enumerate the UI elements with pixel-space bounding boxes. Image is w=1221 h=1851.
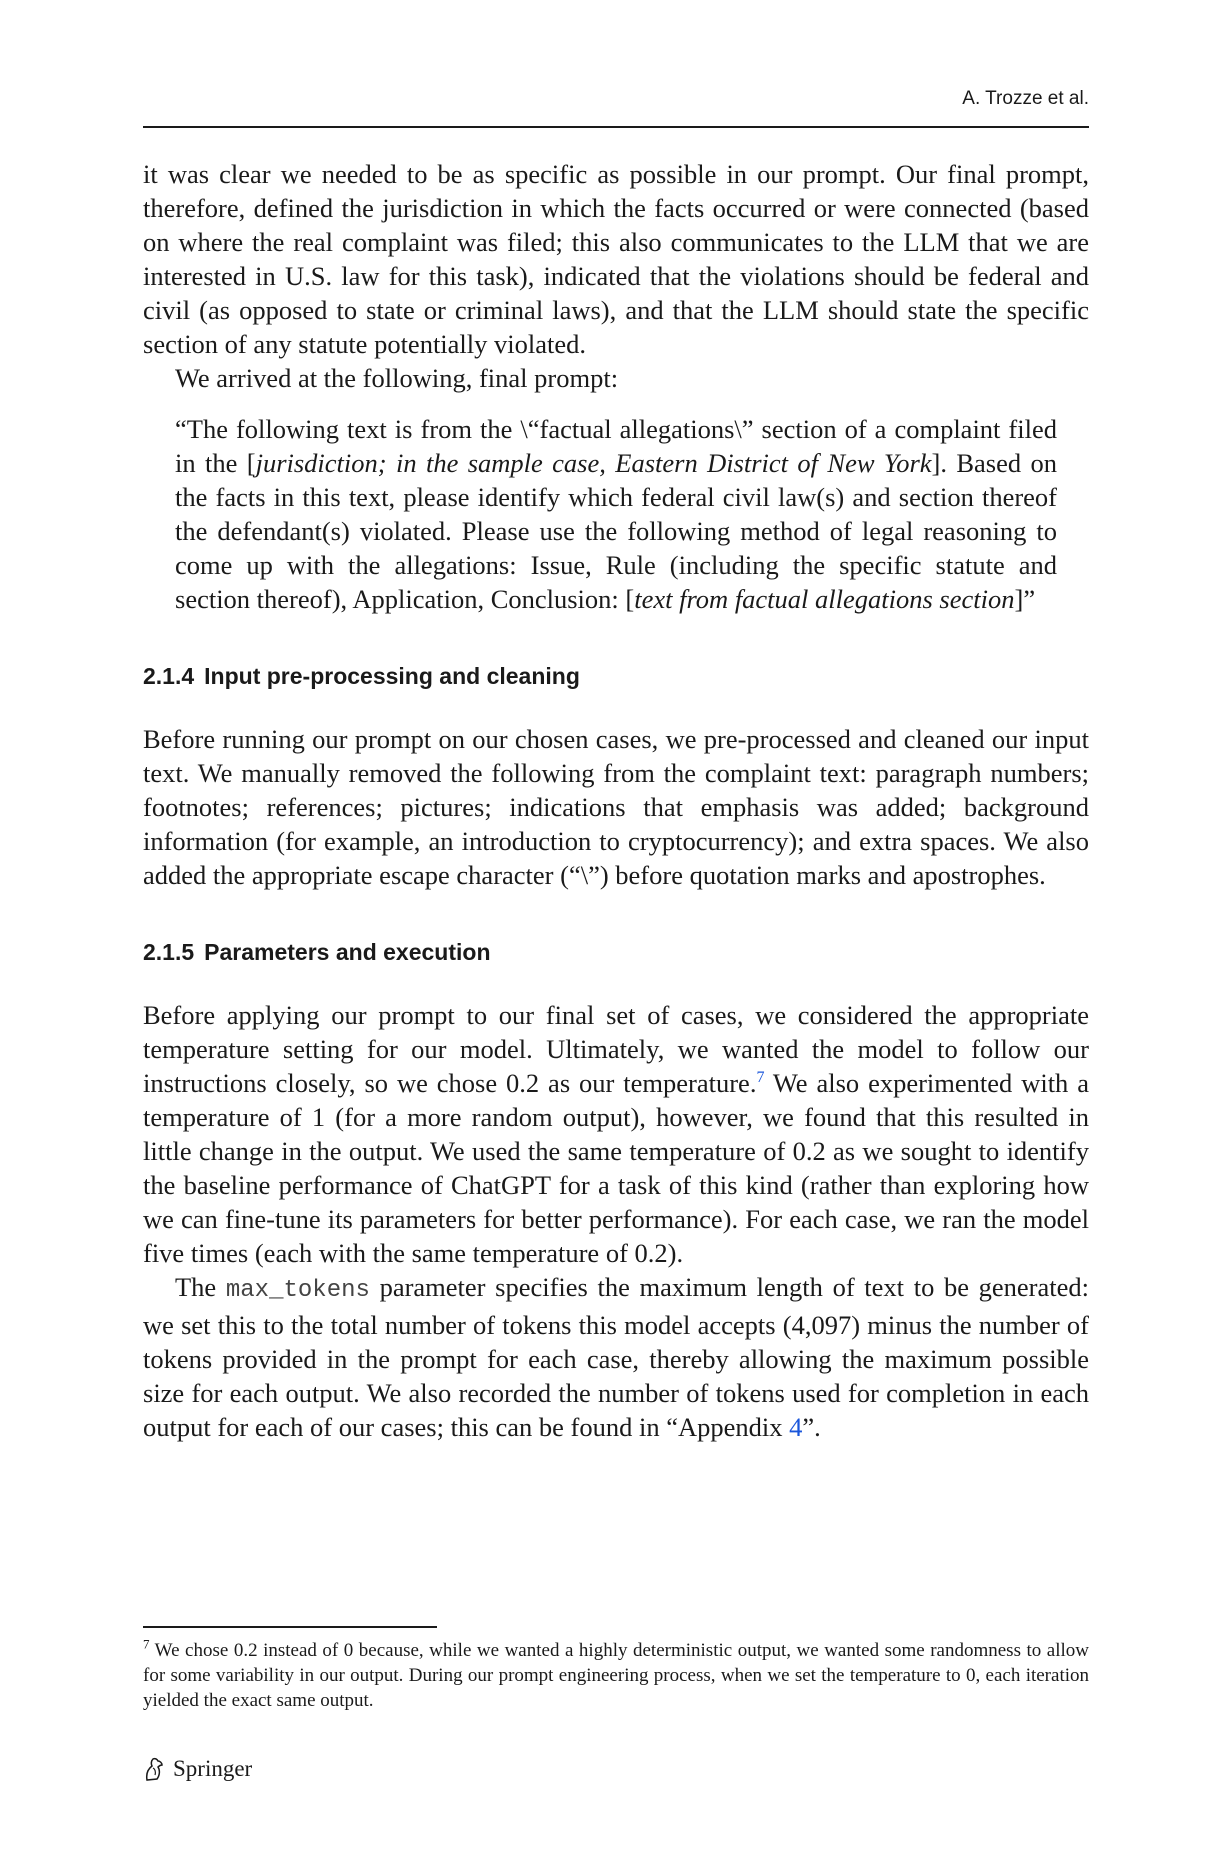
footer bbox=[143, 1756, 252, 1782]
paragraph: We arrived at the following, final prompt: bbox=[175, 363, 619, 393]
code-max-tokens: max_tokens bbox=[225, 1277, 370, 1304]
springer-horse-icon bbox=[143, 1756, 165, 1782]
paragraph: The max_tokens parameter specifies the maximum length of text to be generated: we set this to the total number of tokens this model accepts (4,097) minus the number of tokens provided in the prompt for each case, thereby allowing the maximum possible size for each output. We also recorded the number of tokens used for completion in each output for each of our cases; this can be found in “Appendix 4”. bbox=[143, 1272, 1090, 1442]
page bbox=[143, 0, 1089, 1851]
header-rule bbox=[143, 126, 1089, 128]
body-text bbox=[143, 157, 1089, 1444]
section-heading-2-1-5: 2.1.5 Parameters and execution bbox=[143, 939, 491, 965]
paragraph: it was clear we needed to be as specific as possible in our prompt. Our final prompt, therefore, defined the jurisdiction in which the facts occurred or were connected (based on where the real complaint was filed; this also communicates to the LLM that we are interested in U.S. law for this task), indicated that the violations should be federal and civil (as opposed to state or criminal laws), and that the LLM should state the specific section of any statute potentially violated. bbox=[143, 159, 1089, 359]
prompt-quote bbox=[175, 412, 1057, 616]
quote-text: “The following text is from the \“factual allegations\” section of a complaint filed in the [jurisdiction; in the sample case, Eastern District of New York]. Based on the facts in this text, please identify which federal civil law(s) and section thereof the defendant(s) violated. Please use the following method of legal reasoning to come up with the allegations: Issue, Rule (including the specific statute and section thereof), Application, Conclusion: [text from factual allegations section]” bbox=[175, 414, 1057, 614]
section-heading-2-1-4: 2.1.4 Input pre-processing and cleaning bbox=[143, 663, 580, 689]
publisher-name: Springer bbox=[173, 1756, 253, 1781]
footnote-rule bbox=[143, 1626, 437, 1628]
footnote-ref-7[interactable]: 7 bbox=[756, 1069, 765, 1087]
paragraph: Before running our prompt on our chosen cases, we pre-processed and cleaned our input text. We manually removed the following from the complaint text: paragraph numbers; footnotes; references; pictures; indications that emphasis was added; background information (for example, an introduction to cryptocurrency); and extra spaces. We also added the appropriate escape character (“\”) before quotation marks and apostrophes. bbox=[143, 724, 1089, 890]
running-head: A. Trozze et al. bbox=[962, 88, 1089, 109]
footnote-7: $^7$ We chose 0.2 instead of 0 because, while we wanted a highly deterministic output, we wanted some randomness to allow for some variability in our output. During our prompt engineering process, when we set the temperature to 0, each iteration yielded the exact same output. bbox=[143, 1636, 1089, 1711]
appendix-link[interactable]: 4 bbox=[789, 1412, 803, 1442]
paragraph: Before applying our prompt to our final set of cases, we considered the appropriate temperature setting for our model. Ultimately, we wanted the model to follow our instructions closely, so we chose 0.2 as our temperature.$^7$ We also experimented with a temperature of 1 (for a more random output), however, we found that this resulted in little change in the output. We used the same temperature of 0.2 as we sought to identify the baseline performance of ChatGPT for a task of this kind (rather than exploring how we can fine-tune its parameters for better performance). For each case, we ran the model five times (each with the same temperature of 0.2). bbox=[143, 1000, 1089, 1268]
